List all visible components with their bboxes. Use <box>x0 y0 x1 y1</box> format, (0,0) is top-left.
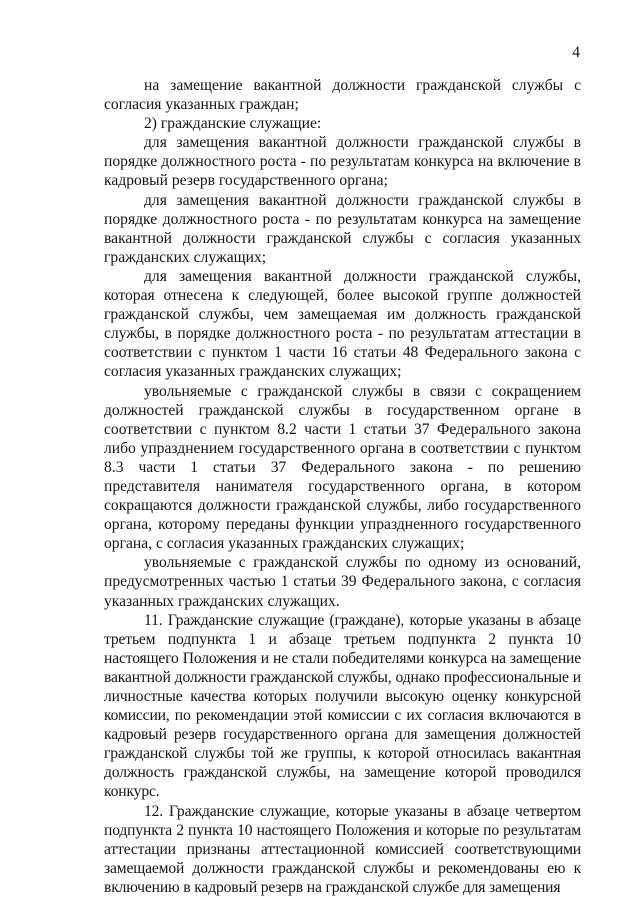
document-body <box>104 76 581 897</box>
paragraph-6: увольняемые с гражданской службы в связи с сокращением должностей гражданской службы в государственном органе в соответствии с пунктом 8.2 части 1 статьи 37 Федерального закона либо упразднением государственного органа в соответствии с пунктом 8.3 части 1 статьи 37 Федерального закона - по решению представителя нанимателя государственного органа, в котором сокращаются должности гражданской службы, либо государственного органа, которому переданы функции упраздненного государственного органа, с согласия указанных гражданских служащих; <box>104 382 581 553</box>
paragraph-1: на замещение вакантной должности гражданской службы с согласия указанных граждан; <box>104 77 581 114</box>
paragraph-2: 2) гражданские служащие: <box>144 115 322 133</box>
paragraph-9: 12. Гражданские служащие, которые указаны в абзаце четвертом подпункта 2 пункта 10 настоящего Положения и которые по результатам аттестации признаны аттестационной комиссией соответствующими замещаемой должности гражданской службы и рекомендованы ею к включению в кадровый резерв на гражданской службе для замещения <box>104 802 581 896</box>
paragraph-7: увольняемые с гражданской службы по одному из оснований, предусмотренных частью 1 статьи 39 Федерального закона, с согласия указанных гражданских служащих. <box>104 554 581 610</box>
paragraph-8: 11. Гражданские служащие (граждане), которые указаны в абзаце третьем подпункта 1 и абзаце третьем подпункта 2 пункта 10 настоящего Положения и не стали победителями конкурса на замещение вакантной должности гражданской службы, однако профессиональные и личностные качества которых получили высокую оценку конкурсной комиссии, по рекомендации этой комиссии с их согласия включаются в кадровый резерв государственного органа для замещения должностей гражданской службы той же группы, к которой относилась вакантная должность гражданской службы, на замещение которой проводился конкурс. <box>104 611 581 801</box>
page-number: 4 <box>572 44 580 61</box>
paragraph-5: для замещения вакантной должности гражданской службы, которая отнесена к следующей, более высокой группе должностей гражданской службы, чем замещаемая им должность гражданской службы, в порядке должностного роста - по результатам аттестации в соответствии с пунктом 1 части 16 статьи 48 Федерального закона с согласия указанных гражданских служащих; <box>104 267 581 381</box>
paragraph-4: для замещения вакантной должности гражданской службы в порядке должностного роста - по результатам конкурса на замещение вакантной должности гражданской службы с согласия указанных гражданских служащих; <box>104 191 581 266</box>
paragraph-3: для замещения вакантной должности гражданской службы в порядке должностного роста - по результатам конкурса на включение в кадровый резерв государственного органа; <box>104 134 581 190</box>
